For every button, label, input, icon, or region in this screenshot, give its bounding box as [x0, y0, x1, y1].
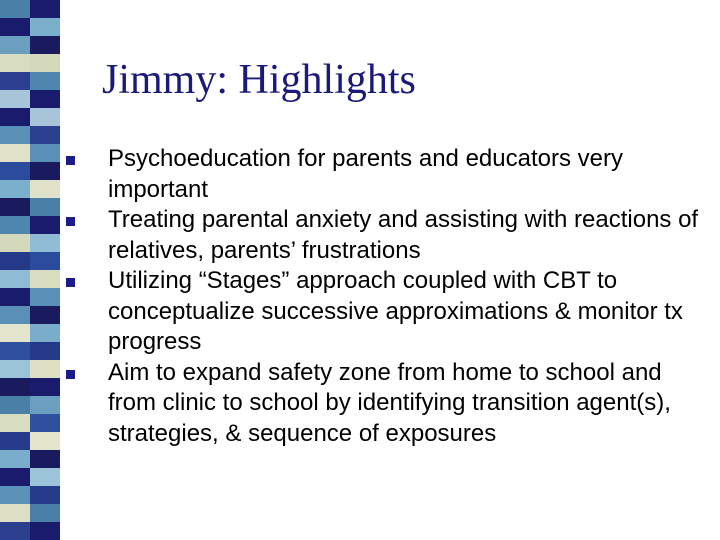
stripe-segment	[30, 396, 60, 414]
stripe-segment	[30, 324, 60, 342]
stripe-segment	[30, 270, 60, 288]
stripe-segment	[30, 72, 60, 90]
bullet-item	[64, 205, 714, 266]
decorative-stripe-inner	[30, 0, 60, 540]
stripe-segment	[30, 342, 60, 360]
stripe-segment	[30, 360, 60, 378]
stripe-segment	[30, 234, 60, 252]
square-bullet-icon	[66, 156, 75, 165]
stripe-segment	[30, 522, 60, 540]
stripe-segment	[30, 180, 60, 198]
stripe-segment	[30, 54, 60, 72]
stripe-segment	[30, 252, 60, 270]
stripe-segment	[30, 468, 60, 486]
square-bullet-icon	[66, 278, 75, 287]
square-bullet-icon	[66, 217, 75, 226]
stripe-segment	[30, 378, 60, 396]
stripe-segment	[30, 126, 60, 144]
bullet-text: Utilizing “Stages” approach coupled with CBT to conceptualize successive approximations & monitor tx progress	[108, 267, 683, 355]
stripe-segment	[30, 162, 60, 180]
stripe-segment	[30, 144, 60, 162]
bullet-item	[64, 144, 714, 205]
stripe-segment	[30, 18, 60, 36]
slide-title: Jimmy: Highlights	[102, 57, 416, 103]
stripe-segment	[30, 108, 60, 126]
bullet-text: Psychoeducation for parents and educators very important	[108, 145, 623, 203]
stripe-segment	[30, 414, 60, 432]
stripe-segment	[30, 36, 60, 54]
stripe-segment	[30, 504, 60, 522]
stripe-segment	[30, 486, 60, 504]
bullet-text: Treating parental anxiety and assisting with reactions of relatives, parents’ frustrations	[108, 206, 699, 264]
square-bullet-icon	[66, 370, 75, 379]
bullet-item	[64, 358, 714, 450]
stripe-segment	[30, 198, 60, 216]
stripe-segment	[30, 90, 60, 108]
stripe-segment	[30, 216, 60, 234]
bullet-item	[64, 266, 714, 358]
stripe-segment	[30, 450, 60, 468]
bullet-list	[64, 144, 714, 449]
stripe-segment	[30, 306, 60, 324]
bullet-text: Aim to expand safety zone from home to school and from clinic to school by identifying transition agent(s), strategies, & sequence of exposures	[108, 358, 671, 447]
stripe-segment	[30, 432, 60, 450]
stripe-segment	[30, 288, 60, 306]
stripe-segment	[30, 0, 60, 18]
